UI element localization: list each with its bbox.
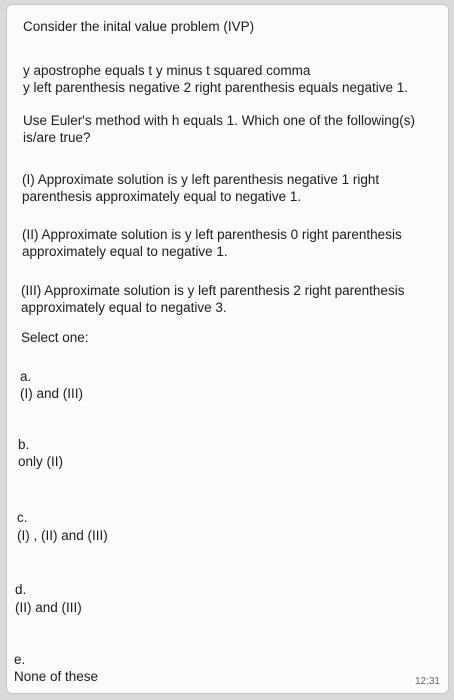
option-letter: d.: [15, 582, 27, 597]
statement-1-line-1: (I) Approximate solution is y left parenthesis negative 1 right: [22, 172, 380, 187]
prompt-line-2: is/are true?: [23, 130, 91, 145]
option-letter: c.: [17, 510, 28, 525]
select-label: Select one:: [21, 330, 89, 345]
equation-line-1: y apostrophe equals t y minus t squared comma: [23, 63, 311, 78]
option-text: (I) and (III): [20, 386, 84, 401]
option-text: only (II): [18, 454, 64, 469]
option-letter: e.: [14, 652, 26, 667]
statement-3-line-1: (III) Approximate solution is y left parenthesis 2 right parenthesis: [21, 283, 405, 298]
equation-line-2: y left parenthesis negative 2 right parenthesis equals negative 1.: [23, 80, 408, 95]
statement-2-line-2: approximately equal to negative 1.: [22, 244, 228, 259]
message-timestamp: 12:31: [414, 676, 440, 687]
message-bubble: [6, 4, 449, 694]
option-text: (II) and (III): [15, 600, 82, 615]
statement-2-line-1: (II) Approximate solution is y left parenthesis 0 right parenthesis: [22, 227, 402, 242]
prompt-line-1: Use Euler's method with h equals 1. Which one of the following(s): [23, 113, 416, 128]
option-letter: a.: [20, 369, 32, 384]
option-text: None of these: [14, 669, 99, 684]
statement-1-line-2: parenthesis approximately equal to negative 1.: [22, 189, 302, 204]
option-text: (I) , (II) and (III): [17, 528, 108, 543]
intro-text: Consider the inital value problem (IVP): [23, 19, 255, 34]
option-letter: b.: [18, 437, 30, 452]
statement-3-line-2: approximately equal to negative 3.: [21, 300, 227, 315]
